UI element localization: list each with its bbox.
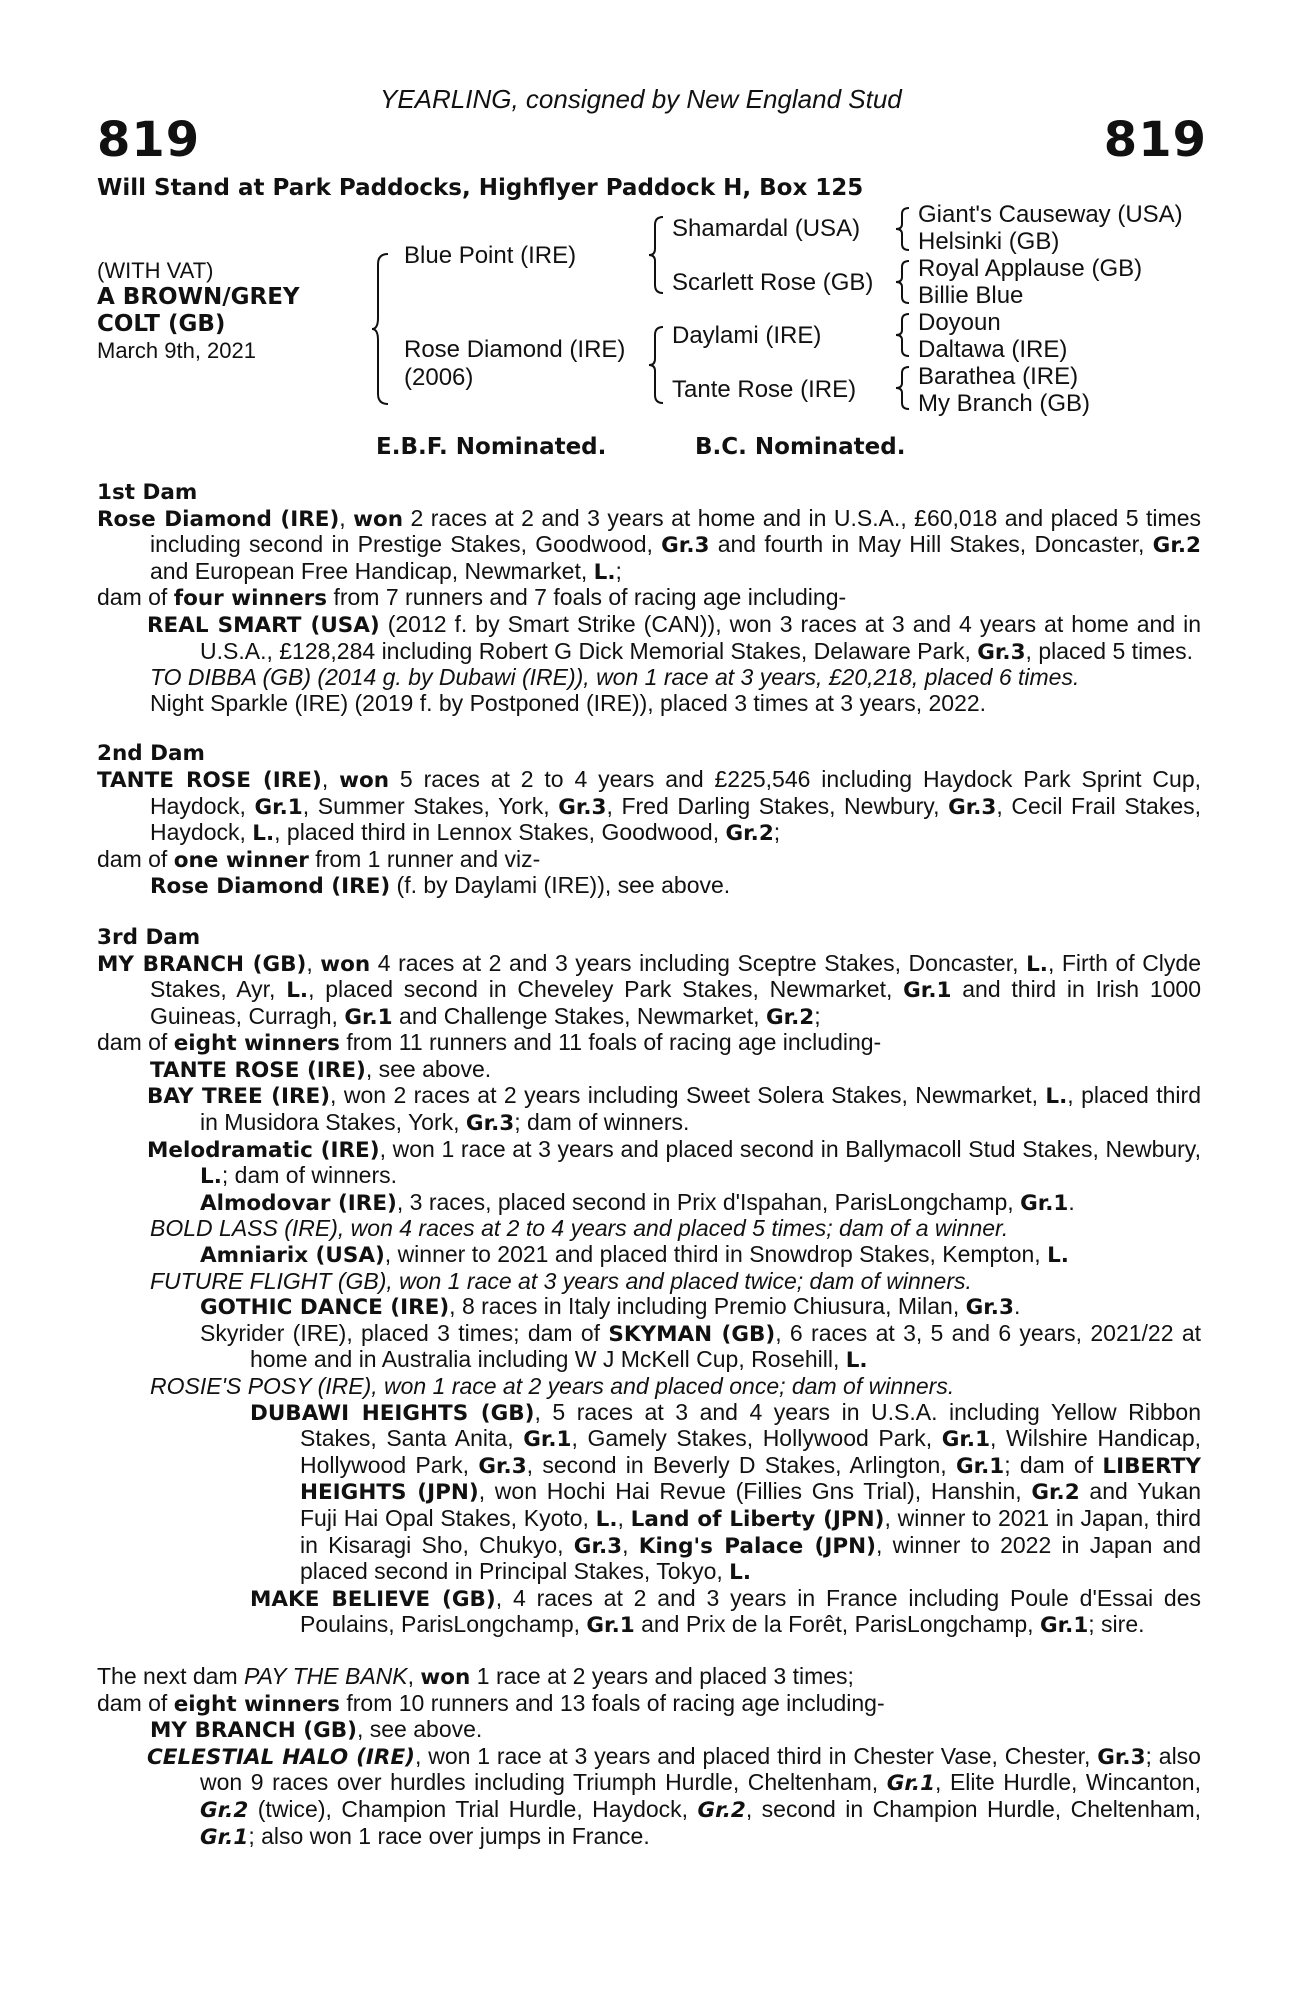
pedigree-notes <box>97 480 1201 1850</box>
produce-bay-tree: BAY TREE (IRE), won 2 races at 2 years including Sweet Solera Stakes, Newmarket, L., placed third in Musidora Stakes, York, Gr.3; dam of winners. <box>147 1082 1201 1137</box>
second-dam-heading: 2nd Dam <box>97 741 205 767</box>
catalogue-subtitle: YEARLING, consigned by New England Stud <box>380 84 902 114</box>
pedigree-ddd: My Branch (GB) <box>918 390 1091 417</box>
horse-sex-line1: A BROWN/GREY <box>97 284 300 310</box>
third-dam-produce-summary: dam of eight winners from 11 runners and 11 foals of racing age including- <box>97 1029 882 1057</box>
ebf-nominated: E.B.F. Nominated. <box>376 434 607 460</box>
pedigree-brace-ds <box>893 312 913 358</box>
produce-tante-rose: TANTE ROSE (IRE), see above. <box>150 1055 492 1083</box>
produce-to-dibba: TO DIBBA (GB) (2014 g. by Dubawi (IRE)), won 1 race at 3 years, £20,218, placed 6 times. <box>150 664 1080 691</box>
produce-night-sparkle: Night Sparkle (IRE) (2019 f. by Postponed (IRE)), placed 3 times at 3 years, 2022. <box>150 689 987 716</box>
next-dam-produce-summary: dam of eight winners from 10 runners and 13 foals of racing age including- <box>97 1689 885 1717</box>
produce-celestial-halo: CELESTIAL HALO (IRE), won 1 race at 3 years and placed third in Chester Vase, Chester, Gr.3; also won 9 races over hurdles including Triumph Hurdle, Cheltenham, Gr.1, Elite Hurdle, Wincanton, Gr.2 (twice), Champion Trial Hurdle, Haydock, Gr.2, second in Champion Hurdle, Cheltenham, Gr.1; also won 1 race over jumps in France. <box>147 1742 1201 1850</box>
second-dam-record: TANTE ROSE (IRE), won 5 races at 2 to 4 years and £225,546 including Haydock Park Sprint Cup, Haydock, Gr.1, Summer Stakes, York, Gr.3, Fred Darling Stakes, Newbury, Gr.3, Cecil Frail Stakes, Haydock, L., placed third in Lennox Stakes, Goodwood, Gr.2; <box>97 765 1202 847</box>
first-dam-heading: 1st Dam <box>97 480 198 505</box>
pedigree-ssd: Helsinki (GB) <box>918 228 1060 255</box>
produce-make-believe: MAKE BELIEVE (GB), 4 races at 2 and 3 years in France including Poule d'Essai des Poulains, ParisLongchamp, Gr.1 and Prix de la Forêt, ParisLongchamp, Gr.1; sire. <box>250 1584 1201 1639</box>
pedigree-sire: Blue Point (IRE) <box>404 242 577 269</box>
produce-bold-lass: BOLD LASS (IRE), won 4 races at 2 to 4 years and placed 5 times; dam of a winner. <box>150 1215 1009 1242</box>
pedigree-dam: Rose Diamond (IRE) <box>404 336 626 363</box>
foaling-date: March 9th, 2021 <box>97 338 256 363</box>
pedigree-dam-dam: Tante Rose (IRE) <box>672 376 857 403</box>
produce-my-branch: MY BRANCH (GB), see above. <box>150 1716 483 1744</box>
produce-almodovar: Almodovar (IRE), 3 races, placed second in Prix d'Ispahan, ParisLongchamp, Gr.1. <box>200 1188 1075 1216</box>
won-label: won <box>353 506 404 532</box>
pedigree-dsd: Daltawa (IRE) <box>918 336 1068 363</box>
pedigree-brace-dam <box>647 325 667 405</box>
produce-dubawi-heights: DUBAWI HEIGHTS (GB), 5 races at 3 and 4 years in U.S.A. including Yellow Ribbon Stakes, Santa Anita, Gr.1, Gamely Stakes, Hollywood Park, Gr.1, Wilshire Handicap, Hollywood Park, Gr.3, second in Beverly D Stakes, Arlington, Gr.1; dam of LIBERTY HEIGHTS (JPN), won Hochi Hai Revue (Fillies Gns Trial), Hanshin, Gr.2 and Yukan Fuji Hai Opal Stakes, Kyoto, L., Land of Liberty (JPN), winner to 2021 in Japan, third in Kisaragi Sho, Chukyo, Gr.3, King's Palace (JPN), winner to 2022 in Japan and placed second in Principal Stakes, Tokyo, L. <box>250 1398 1202 1586</box>
first-dam-record: Rose Diamond (IRE), won 2 races at 2 and 3 years at home and in U.S.A., £60,018 and placed 5 times including second in Prestige Stakes, Goodwood, Gr.3 and fourth in May Hill Stakes, Doncaster, Gr.2 and European Free Handicap, Newmarket, L.; <box>97 504 1201 585</box>
second-dam-produce-summary: dam of one winner from 1 runner and viz- <box>97 845 541 873</box>
pedigree-brace-ss <box>893 206 913 252</box>
pedigree-sire-sire: Shamardal (USA) <box>672 215 861 242</box>
pedigree-dam-year: (2006) <box>404 364 474 391</box>
produce-skyrider: Skyrider (IRE), placed 3 times; dam of SKYMAN (GB), 6 races at 3, 5 and 6 years, 2021/22 at home and in Australia including W J McKell Cup, Rosehill, L. <box>200 1319 1202 1374</box>
pedigree-brace-dd <box>893 365 913 411</box>
pedigree-sds: Royal Applause (GB) <box>918 255 1143 282</box>
first-dam-produce-summary: dam of four winners from 7 runners and 7 foals of racing age including- <box>97 584 847 612</box>
first-dam-name: Rose Diamond (IRE) <box>97 506 340 532</box>
pedigree-dam-sire: Daylami (IRE) <box>672 322 822 349</box>
lot-number-right: 819 <box>1103 112 1207 168</box>
pedigree-sdd: Billie Blue <box>918 282 1024 309</box>
pedigree-sss: Giant's Causeway (USA) <box>918 201 1183 228</box>
produce-melodramatic: Melodramatic (IRE), won 1 race at 3 years and placed second in Ballymacoll Stud Stakes, Newbury, L.; dam of winners. <box>147 1135 1201 1190</box>
produce-amniarix: Amniarix (USA), winner to 2021 and placed third in Snowdrop Stakes, Kempton, L. <box>200 1241 1069 1269</box>
next-dam-record: The next dam PAY THE BANK, won 1 race at 2 years and placed 3 times; <box>97 1662 854 1690</box>
vat-label: (WITH VAT) <box>97 258 214 283</box>
produce-future-flight: FUTURE FLIGHT (GB), won 1 race at 3 years and placed twice; dam of winners. <box>150 1267 972 1294</box>
third-dam-record: MY BRANCH (GB), won 4 races at 2 and 3 years including Sceptre Stakes, Doncaster, L., Firth of Clyde Stakes, Ayr, L., placed second in Cheveley Park Stakes, Newmarket, Gr.1 and third in Irish 1000 Guineas, Curragh, Gr.1 and Challenge Stakes, Newmarket, Gr.2; <box>97 949 1201 1030</box>
stand-location: Will Stand at Park Paddocks, Highflyer Paddock H, Box 125 <box>97 175 864 201</box>
produce-rosies-posy: ROSIE'S POSY (IRE), won 1 race at 2 years and placed once; dam of winners. <box>150 1373 955 1399</box>
pedigree-brace-sire <box>647 215 667 295</box>
bc-nominated: B.C. Nominated. <box>695 434 906 460</box>
horse-sex-line2: COLT (GB) <box>97 311 226 337</box>
lot-number-left: 819 <box>97 112 201 168</box>
pedigree-dds: Barathea (IRE) <box>918 363 1079 390</box>
produce-gothic-dance: GOTHIC DANCE (IRE), 8 races in Italy including Premio Chiusura, Milan, Gr.3. <box>200 1293 1021 1321</box>
pedigree-brace-gen1 <box>370 252 392 406</box>
pedigree-brace-sd <box>893 259 913 305</box>
third-dam-heading: 3rd Dam <box>97 924 201 950</box>
produce-real-smart: REAL SMART (USA) (2012 f. by Smart Strike (CAN)), won 3 races at 3 and 4 years at home and in U.S.A., £128,284 including Robert G Dick Memorial Stakes, Delaware Park, Gr.3, placed 5 times. <box>147 610 1201 665</box>
produce-rose-diamond: Rose Diamond (IRE) (f. by Daylami (IRE)), see above. <box>150 872 731 900</box>
pedigree-dss: Doyoun <box>918 309 1001 336</box>
pedigree-sire-dam: Scarlett Rose (GB) <box>672 269 874 296</box>
